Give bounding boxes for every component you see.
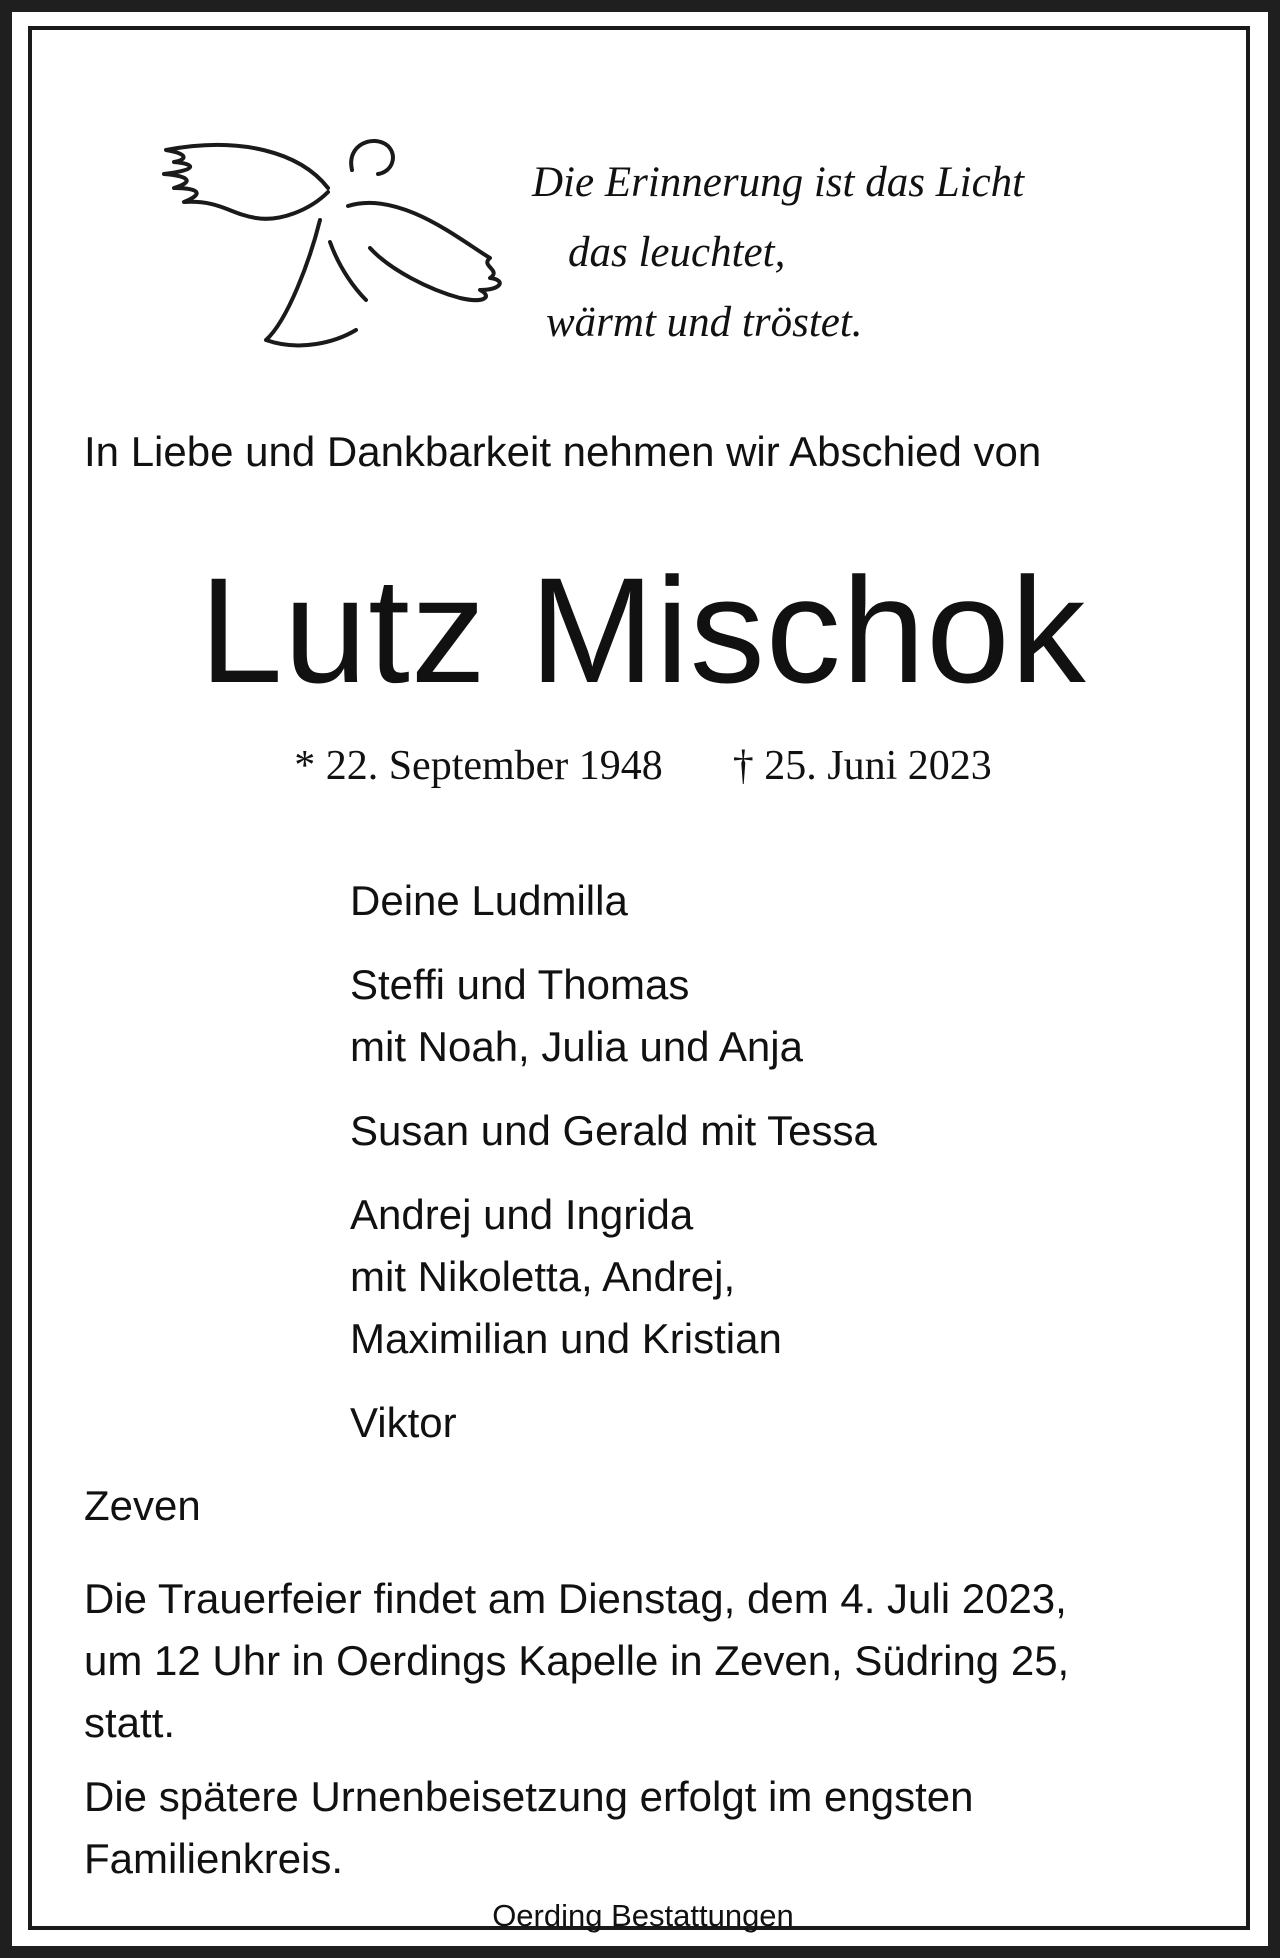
deceased-name: Lutz Mischok: [199, 546, 1087, 714]
mourner-group: [350, 1100, 877, 1162]
obituary-border: [28, 26, 1250, 1933]
mourner-line: Steffi und Thomas: [350, 961, 690, 1008]
mourner-line: Viktor: [350, 1399, 457, 1446]
death-date: † 25. Juni 2023: [732, 743, 992, 789]
funeral-home-name: Oerding Bestattungen: [492, 1898, 794, 1933]
mourner-line: Andrej und Ingrida: [350, 1191, 694, 1238]
burial-info: [84, 1766, 974, 1890]
place-name: Zeven: [84, 1482, 201, 1529]
quote-line-1: Die Erinnerung ist das Licht: [532, 159, 1025, 206]
burial-line-1: Die spätere Urnenbeisetzung erfolgt im engsten: [84, 1773, 974, 1820]
burial-line-2: Familienkreis.: [84, 1835, 344, 1882]
mourners-list: [350, 870, 877, 1476]
mourner-group: [350, 954, 877, 1078]
memorial-quote: [532, 148, 1024, 358]
ceremony-line-2: um 12 Uhr in Oerdings Kapelle in Zeven, Südring 25,: [84, 1637, 1070, 1684]
farewell-intro: In Liebe und Dankbarkeit nehmen wir Abschied von: [84, 428, 1042, 475]
ceremony-line-1: Die Trauerfeier findet am Dienstag, dem 4. Juli 2023,: [84, 1575, 1067, 1622]
quote-line-3: wärmt und tröstet.: [546, 299, 863, 346]
mourner-group: [350, 870, 877, 932]
mourner-line: Susan und Gerald mit Tessa: [350, 1107, 877, 1154]
mourner-line: Deine Ludmilla: [350, 877, 628, 924]
mourner-line: mit Noah, Julia und Anja: [350, 1023, 803, 1070]
funeral-ceremony-info: [84, 1568, 1069, 1754]
mourner-line: mit Nikoletta, Andrej,: [350, 1253, 736, 1300]
obituary-card: [12, 12, 1268, 1946]
birth-date: * 22. September 1948: [294, 743, 663, 789]
life-dates: [32, 742, 1254, 790]
angel-icon: [160, 130, 540, 360]
quote-line-2: das leuchtet,: [568, 229, 786, 276]
mourner-line: Maximilian und Kristian: [350, 1315, 782, 1362]
ceremony-line-3: statt.: [84, 1699, 176, 1746]
mourner-group: [350, 1392, 877, 1454]
mourner-group: [350, 1184, 877, 1370]
